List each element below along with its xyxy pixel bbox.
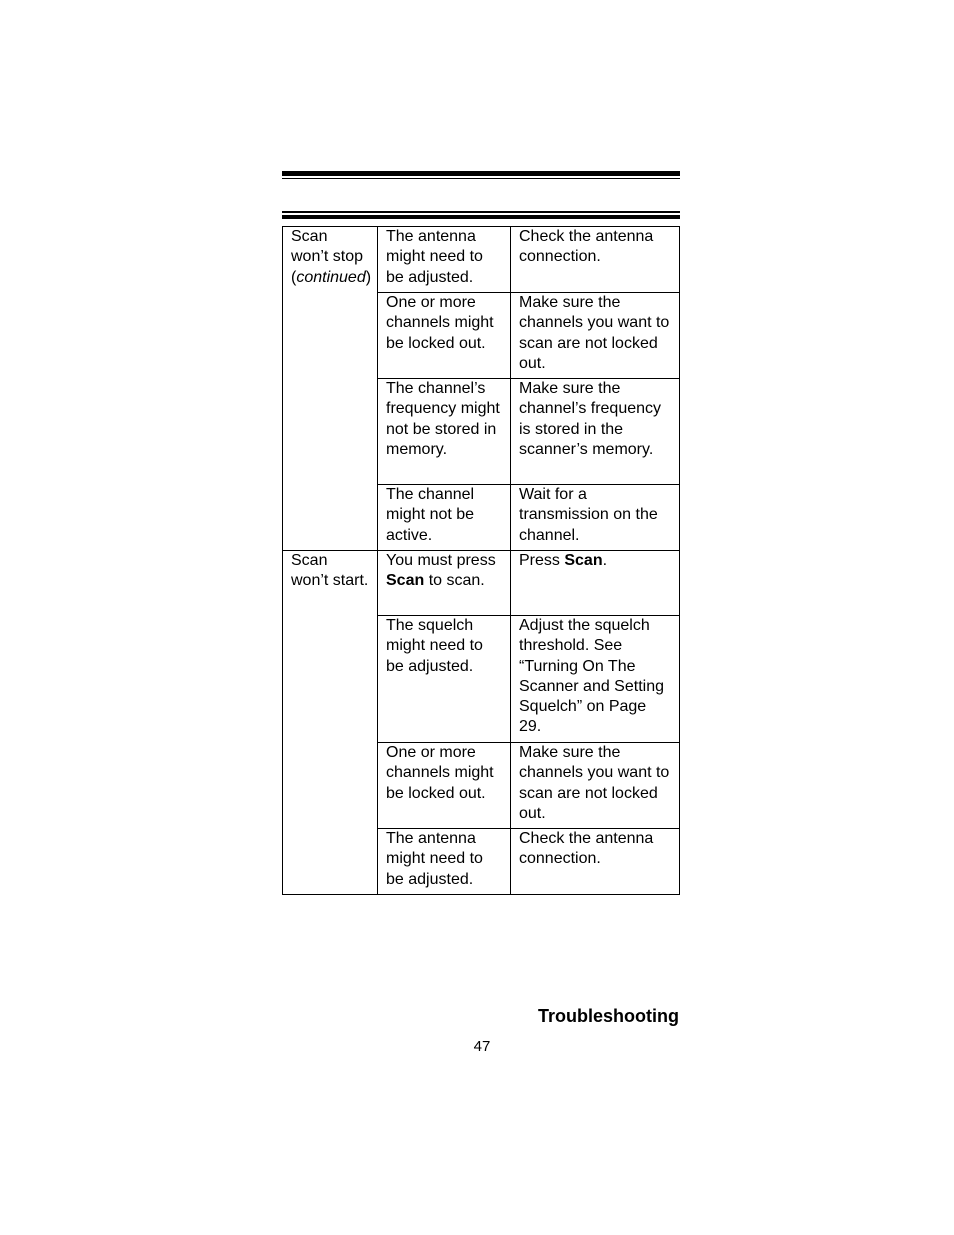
table-row <box>283 227 680 293</box>
cause-cell: One or more channels might be locked out. <box>378 743 511 829</box>
remedy-cell: Check the antenna connection. <box>511 227 680 293</box>
cause-cell: The channel might not be active. <box>378 485 511 551</box>
header-rule-thick <box>282 171 680 176</box>
remedy-cell: Wait for a transmission on the channel. <box>511 485 680 551</box>
problem-cell: Scan won’t stop (continued) <box>283 227 378 551</box>
remedy-cell: Check the antenna connection. <box>511 829 680 895</box>
remedy-cell: Make sure the channel’s frequency is stored in the scanner’s memory. <box>511 379 680 485</box>
troubleshooting-table <box>282 226 680 895</box>
table-top-rule-thin <box>282 211 680 213</box>
table-top-rule-thick <box>282 215 680 219</box>
header-rule-thin <box>282 178 680 179</box>
section-title: Troubleshooting <box>538 1006 679 1026</box>
remedy-cell: Make sure the channels you want to scan are not locked out. <box>511 743 680 829</box>
cause-cell: You must press Scan to scan. <box>378 551 511 616</box>
cause-cell: One or more channels might be locked out. <box>378 293 511 379</box>
problem-cell: Scan won’t start. <box>283 551 378 895</box>
cause-cell: The antenna might need to be adjusted. <box>378 227 511 293</box>
cause-cell: The channel’s frequency might not be stored in memory. <box>378 379 511 485</box>
remedy-cell: Make sure the channels you want to scan are not locked out. <box>511 293 680 379</box>
remedy-cell: Press Scan. <box>511 551 680 616</box>
cause-cell: The antenna might need to be adjusted. <box>378 829 511 895</box>
remedy-cell: Adjust the squelch threshold. See “Turning On The Scanner and Setting Squelch” on Page 29. <box>511 616 680 743</box>
cause-cell: The squelch might need to be adjusted. <box>378 616 511 743</box>
page-number: 47 <box>473 1038 491 1055</box>
table-row <box>283 551 680 616</box>
